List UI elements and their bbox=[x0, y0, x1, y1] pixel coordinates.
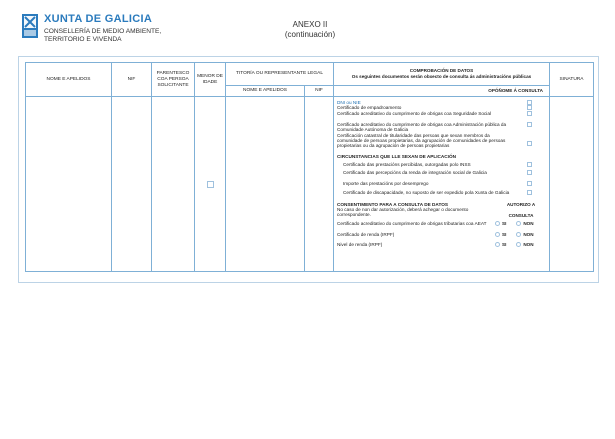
col-guardian-nif-header: NIF bbox=[305, 86, 334, 97]
department-line: TERRITORIO E VIVENDA bbox=[44, 36, 122, 44]
doc-item: Certificado acreditativo do cumprimento de obrigas coa Administración pública da Comunidade Autónoma de Galicia bbox=[337, 121, 507, 132]
col-signature-header: SINATURA bbox=[550, 63, 594, 97]
col-kinship-header: PARENTESCO COA PERSOA SOLICITANTE bbox=[152, 63, 195, 97]
guardian-name-cell[interactable] bbox=[226, 97, 305, 272]
opposition-checkbox[interactable] bbox=[527, 105, 532, 110]
opposition-checkbox[interactable] bbox=[527, 170, 532, 175]
opposition-checkbox[interactable] bbox=[527, 190, 532, 195]
col-nif-header: NIF bbox=[112, 63, 152, 97]
consent-note: No caso de non dar autorización, deberá achegar o documento correspondente. bbox=[337, 207, 469, 218]
annex-table bbox=[25, 62, 594, 272]
opposition-checkbox[interactable] bbox=[527, 100, 532, 105]
doc-item: Certificado de empadroamento bbox=[337, 105, 402, 111]
consent-yes-radio[interactable] bbox=[495, 242, 500, 247]
circumstances-title: CIRCUNSTANCIAS QUE LLE SEXAN DE APLICACIÓN bbox=[337, 153, 457, 159]
circumstance-item: Importe das prestacións por desemprego bbox=[343, 180, 429, 186]
guardian-nif-cell[interactable] bbox=[305, 97, 334, 272]
circumstance-item: Certificado das prestacións percibidas, outorgadas polo INSS bbox=[343, 162, 471, 168]
col-verify-header bbox=[334, 63, 550, 86]
opposition-checkbox[interactable] bbox=[527, 162, 532, 167]
opposition-header bbox=[334, 86, 550, 97]
col-guardian-name-header: NOME E APELIDOS bbox=[226, 86, 305, 97]
consent-item: Nivel de renda (IRPF) bbox=[337, 241, 383, 247]
consent-item: Certificado de renda (IRPF) bbox=[337, 231, 395, 237]
authorize-label-1: AUTORIZO A bbox=[506, 201, 536, 207]
opposition-checkbox[interactable] bbox=[527, 141, 532, 146]
no-label: NON bbox=[523, 241, 534, 247]
minor-cell bbox=[195, 97, 226, 272]
opposition-checkbox[interactable] bbox=[527, 122, 532, 127]
authorize-label-2: CONSULTA bbox=[508, 212, 534, 218]
annex-subtitle: (continuación) bbox=[284, 30, 336, 39]
opposition-checkbox[interactable] bbox=[527, 111, 532, 116]
opposition-label: OPÓÑOME Á CONSULTA bbox=[488, 88, 543, 94]
verify-subtitle: Os seguintes documentos serán obxecto de consulta ás administracións públicas bbox=[351, 74, 532, 79]
consent-no-radio[interactable] bbox=[516, 242, 521, 247]
no-label: NON bbox=[523, 231, 534, 237]
name-cell[interactable] bbox=[26, 97, 112, 272]
kinship-cell[interactable] bbox=[152, 97, 195, 272]
doc-item: Certificación catastral de titularidade das persoas que sexan membros da comunidade de persoas propietarias, da agrupación de comunidades de persoas propietarias ou da agrupación de persoas propietarias bbox=[337, 132, 506, 149]
minor-checkbox[interactable] bbox=[207, 181, 214, 188]
verification-list bbox=[334, 97, 550, 272]
col-guardian-header: TITORÍA OU REPRESENTANTE LEGAL bbox=[226, 63, 334, 86]
opposition-checkbox[interactable] bbox=[527, 181, 532, 186]
xunta-logo-icon bbox=[22, 14, 38, 38]
annex-heading bbox=[260, 20, 360, 40]
consent-item: Certificado acreditativo do cumprimento de obrigas tributarias coa AEAT bbox=[337, 221, 487, 227]
doc-item: DNI ou NIE bbox=[337, 100, 361, 105]
consent-yes-radio[interactable] bbox=[495, 221, 500, 226]
yes-label: SI bbox=[502, 241, 507, 247]
consent-title: CONSENTIMENTO PARA A CONSULTA DE DATOS bbox=[337, 201, 449, 207]
consent-no-radio[interactable] bbox=[516, 221, 521, 226]
doc-item: Certificado acreditativo do cumprimento de obrigas coa Seguridade Social bbox=[337, 110, 491, 116]
annex-title: ANEXO II bbox=[292, 20, 328, 29]
signature-cell[interactable] bbox=[550, 97, 594, 272]
col-name-header: NOME E APELIDOS bbox=[26, 63, 112, 97]
consent-no-radio[interactable] bbox=[516, 232, 521, 237]
yes-label: SI bbox=[502, 221, 507, 227]
circumstance-item: Certificado de discapacidade, no suposto de ser expedido pola Xunta de Galicia bbox=[343, 189, 510, 195]
yes-label: SI bbox=[502, 231, 507, 237]
no-label: NON bbox=[523, 221, 534, 227]
nif-cell[interactable] bbox=[112, 97, 152, 272]
circumstance-item: Certificado das percepcións da renda de integración social de Galicia bbox=[343, 169, 487, 175]
verify-title: COMPROBACIÓN DE DATOS bbox=[409, 68, 474, 74]
brand-name: XUNTA DE GALICIA bbox=[44, 13, 153, 25]
consent-yes-radio[interactable] bbox=[495, 232, 500, 237]
col-minor-header: MENOR DE IDADE bbox=[195, 63, 226, 97]
department-name bbox=[44, 28, 184, 45]
department-line: CONSELLERÍA DE MEDIO AMBIENTE, bbox=[44, 28, 162, 35]
